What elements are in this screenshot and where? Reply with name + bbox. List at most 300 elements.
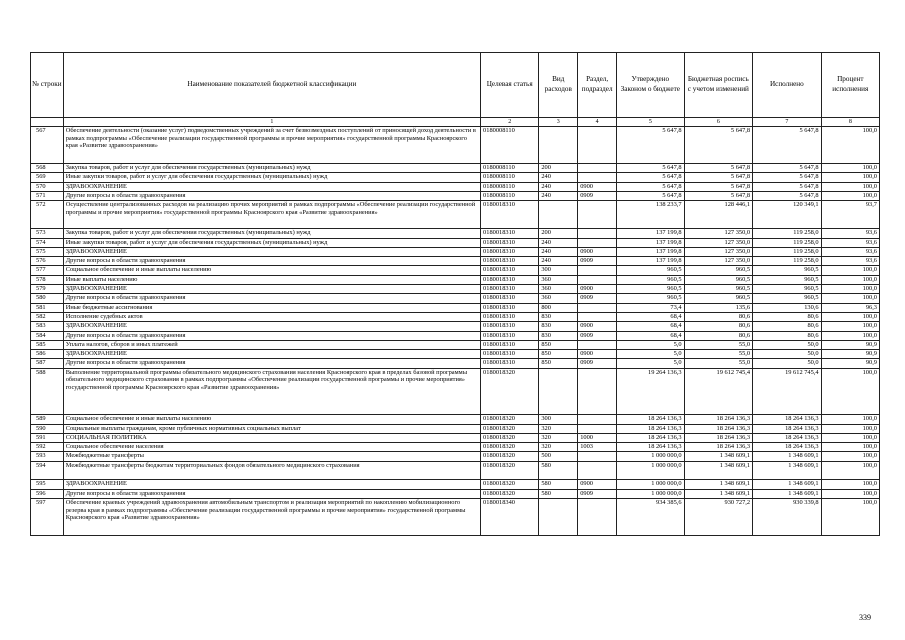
row-target-article: 0180018310: [481, 294, 539, 303]
row-target-article: 0180018310: [481, 229, 539, 238]
row-section: [578, 266, 617, 275]
row-budget: 55,0: [684, 340, 753, 349]
row-section: 0900: [578, 285, 617, 294]
table-row: [31, 127, 880, 164]
row-number: 596: [31, 489, 64, 498]
row-expense-type: 850: [539, 359, 578, 368]
row-percent: 100,0: [821, 294, 879, 303]
row-approved: 68,4: [617, 331, 685, 340]
row-budget: 19 612 745,4: [684, 368, 753, 415]
row-section: [578, 275, 617, 284]
table-row: [31, 192, 880, 201]
table-row: [31, 359, 880, 368]
row-section: [578, 424, 617, 433]
row-percent: 90,9: [821, 350, 879, 359]
row-approved: 960,5: [617, 275, 685, 284]
row-expense-type: 800: [539, 303, 578, 312]
row-executed: 50,0: [753, 359, 822, 368]
col-num: 3: [539, 118, 578, 127]
row-number: 593: [31, 452, 64, 461]
row-number: 571: [31, 192, 64, 201]
row-expense-type: 320: [539, 424, 578, 433]
row-number: 589: [31, 415, 64, 424]
row-section: [578, 461, 617, 480]
row-expense-type: 830: [539, 322, 578, 331]
row-percent: 100,0: [821, 322, 879, 331]
table-row: [31, 247, 880, 256]
row-number: 572: [31, 201, 64, 229]
row-executed: 50,0: [753, 350, 822, 359]
row-percent: 100,0: [821, 452, 879, 461]
row-executed: 5 647,8: [753, 173, 822, 182]
col-num: 2: [481, 118, 539, 127]
table-row: [31, 424, 880, 433]
row-section: 1003: [578, 443, 617, 452]
row-section: 0909: [578, 331, 617, 340]
col-header-percent: Процент исполнения: [821, 53, 879, 118]
row-name: Иные закупки товаров, работ и услуг для обеспечения государственных (муниципальных) нужд: [63, 173, 480, 182]
row-name: Обеспечение краевых учреждений здравоохранения автомобильным транспортом и реализация мероприятий по накоплению мобилизационного резерва края в рамках подпрограммы «Обеспечение реализации государственной программы и прочие мероприятия» государственной программы Красноярского края «Развитие здравоохранения»: [63, 498, 480, 535]
row-percent: 96,3: [821, 303, 879, 312]
table-row: [31, 275, 880, 284]
row-section: [578, 127, 617, 164]
col-header-row-no: № строки: [31, 53, 64, 118]
row-expense-type: 360: [539, 285, 578, 294]
row-executed: 5 647,8: [753, 192, 822, 201]
row-approved: 137 199,8: [617, 238, 685, 247]
row-expense-type: 200: [539, 164, 578, 173]
col-header-name: Наименование показателей бюджетной классификации: [63, 53, 480, 118]
row-target-article: 0180018320: [481, 415, 539, 424]
row-name: Исполнение судебных актов: [63, 312, 480, 321]
table-row: [31, 294, 880, 303]
row-expense-type: 300: [539, 415, 578, 424]
row-budget: 930 727,2: [684, 498, 753, 535]
row-section: 1000: [578, 433, 617, 442]
row-name: Иные бюджетные ассигнования: [63, 303, 480, 312]
row-approved: 1 000 000,0: [617, 480, 685, 489]
row-percent: 100,0: [821, 275, 879, 284]
row-name: СОЦИАЛЬНАЯ ПОЛИТИКА: [63, 433, 480, 442]
row-budget: 127 350,0: [684, 257, 753, 266]
row-approved: 137 199,8: [617, 229, 685, 238]
row-target-article: 0180008110: [481, 173, 539, 182]
row-section: 0900: [578, 350, 617, 359]
row-percent: 100,0: [821, 182, 879, 191]
col-header-exp-type: Вид расходов: [539, 53, 578, 118]
row-number: 595: [31, 480, 64, 489]
row-expense-type: 360: [539, 294, 578, 303]
column-number-row: [31, 118, 880, 127]
row-name: Социальные выплаты гражданам, кроме публичных нормативных социальных выплат: [63, 424, 480, 433]
row-executed: 50,0: [753, 340, 822, 349]
row-name: Другие вопросы в области здравоохранения: [63, 257, 480, 266]
row-section: 0909: [578, 192, 617, 201]
col-header-approved: Утверждено Законом о бюджете: [617, 53, 685, 118]
row-approved: 137 199,8: [617, 247, 685, 256]
row-name: Иные выплаты населению: [63, 275, 480, 284]
row-executed: 5 647,8: [753, 164, 822, 173]
table-row: [31, 350, 880, 359]
row-number: 567: [31, 127, 64, 164]
row-approved: 18 264 136,3: [617, 424, 685, 433]
table-row: [31, 368, 880, 415]
row-number: 575: [31, 247, 64, 256]
row-percent: 100,0: [821, 127, 879, 164]
row-section: 0900: [578, 322, 617, 331]
row-expense-type: 240: [539, 192, 578, 201]
row-name: Социальное обеспечение и иные выплаты населению: [63, 415, 480, 424]
row-name: ЗДРАВООХРАНЕНИЕ: [63, 322, 480, 331]
row-section: [578, 368, 617, 415]
row-approved: 5,0: [617, 340, 685, 349]
row-number: 578: [31, 275, 64, 284]
col-num: 7: [753, 118, 822, 127]
row-approved: 68,4: [617, 322, 685, 331]
row-budget: 960,5: [684, 294, 753, 303]
row-name: Другие вопросы в области здравоохранения: [63, 489, 480, 498]
row-name: Социальное обеспечение и иные выплаты населению: [63, 266, 480, 275]
row-expense-type: 240: [539, 257, 578, 266]
row-percent: 100,0: [821, 480, 879, 489]
row-target-article: 0180018320: [481, 480, 539, 489]
row-section: [578, 238, 617, 247]
row-number: 582: [31, 312, 64, 321]
row-budget: 80,6: [684, 312, 753, 321]
row-target-article: 0180018320: [481, 424, 539, 433]
table-body: [31, 127, 880, 536]
row-executed: 930 339,8: [753, 498, 822, 535]
row-section: [578, 164, 617, 173]
row-target-article: 0180018310: [481, 340, 539, 349]
row-percent: 100,0: [821, 266, 879, 275]
row-target-article: 0180018340: [481, 498, 539, 535]
row-budget: 960,5: [684, 275, 753, 284]
row-executed: 960,5: [753, 285, 822, 294]
table-row: [31, 331, 880, 340]
row-name: Межбюджетные трансферты: [63, 452, 480, 461]
row-executed: 1 348 609,1: [753, 480, 822, 489]
row-executed: 80,6: [753, 331, 822, 340]
row-section: 0909: [578, 359, 617, 368]
row-budget: 18 264 136,3: [684, 433, 753, 442]
row-expense-type: 240: [539, 182, 578, 191]
row-expense-type: 320: [539, 433, 578, 442]
row-number: 590: [31, 424, 64, 433]
row-percent: 90,9: [821, 340, 879, 349]
row-approved: 5,0: [617, 359, 685, 368]
row-approved: 1 000 000,0: [617, 489, 685, 498]
row-budget: 80,6: [684, 331, 753, 340]
row-expense-type: 240: [539, 238, 578, 247]
row-expense-type: 240: [539, 247, 578, 256]
row-approved: 1 000 000,0: [617, 452, 685, 461]
row-budget: 128 446,1: [684, 201, 753, 229]
row-section: 0900: [578, 247, 617, 256]
row-percent: 100,0: [821, 424, 879, 433]
row-number: 588: [31, 368, 64, 415]
table-row: [31, 415, 880, 424]
row-number: 585: [31, 340, 64, 349]
table-row: [31, 303, 880, 312]
row-percent: 100,0: [821, 285, 879, 294]
row-budget: 55,0: [684, 350, 753, 359]
row-number: 587: [31, 359, 64, 368]
table-row: [31, 480, 880, 489]
row-target-article: 0180018310: [481, 359, 539, 368]
row-target-article: 0180018310: [481, 238, 539, 247]
row-target-article: 0180018320: [481, 433, 539, 442]
row-expense-type: 850: [539, 350, 578, 359]
row-budget: 55,0: [684, 359, 753, 368]
row-expense-type: 580: [539, 489, 578, 498]
row-budget: 18 264 136,3: [684, 424, 753, 433]
table-row: [31, 229, 880, 238]
row-percent: 93,6: [821, 257, 879, 266]
row-name: Осуществление централизованных расходов на реализацию прочих мероприятий в рамках подпрограммы «Обеспечение реализации государственной программы и прочие мероприятия» государственной программы Красноярского края «Развитие здравоохранения»: [63, 201, 480, 229]
row-number: 597: [31, 498, 64, 535]
row-budget: 5 647,8: [684, 173, 753, 182]
row-percent: 100,0: [821, 443, 879, 452]
row-budget: 5 647,8: [684, 164, 753, 173]
row-section: [578, 201, 617, 229]
row-name: ЗДРАВООХРАНЕНИЕ: [63, 285, 480, 294]
row-executed: 120 349,1: [753, 201, 822, 229]
col-header-section: Раздел, подраздел: [578, 53, 617, 118]
row-budget: 127 350,0: [684, 229, 753, 238]
row-target-article: 0180018310: [481, 266, 539, 275]
table-row: [31, 257, 880, 266]
row-expense-type: [539, 368, 578, 415]
row-number: 569: [31, 173, 64, 182]
row-approved: 68,4: [617, 312, 685, 321]
row-approved: 73,4: [617, 303, 685, 312]
row-budget: 5 647,8: [684, 182, 753, 191]
row-number: 592: [31, 443, 64, 452]
row-budget: 5 647,8: [684, 192, 753, 201]
row-percent: 100,0: [821, 415, 879, 424]
table-row: [31, 498, 880, 535]
row-percent: 90,9: [821, 359, 879, 368]
row-name: Межбюджетные трансферты бюджетам территориальных фондов обязательного медицинского страхования: [63, 461, 480, 480]
row-target-article: 0180018320: [481, 452, 539, 461]
row-number: 594: [31, 461, 64, 480]
table-row: [31, 452, 880, 461]
row-budget: 1 348 609,1: [684, 461, 753, 480]
budget-table: [30, 52, 880, 536]
row-executed: 119 258,0: [753, 257, 822, 266]
row-approved: 137 199,8: [617, 257, 685, 266]
row-executed: 5 647,8: [753, 127, 822, 164]
row-number: 591: [31, 433, 64, 442]
row-approved: 19 264 136,3: [617, 368, 685, 415]
row-target-article: 0180008110: [481, 192, 539, 201]
row-percent: 100,0: [821, 192, 879, 201]
row-number: 570: [31, 182, 64, 191]
row-target-article: 0180008110: [481, 182, 539, 191]
table-row: [31, 238, 880, 247]
row-executed: 960,5: [753, 266, 822, 275]
table-row: [31, 182, 880, 191]
row-section: 0909: [578, 294, 617, 303]
row-name: Обеспечение деятельности (оказание услуг) подведомственных учреждений за счет безвозмездных поступлений от приносящей доход деятельности в рамках подпрограммы «Обеспечение реализации государственной программы и прочие мероприятия» государственной программы Красноярского края «Развитие здравоохранения»: [63, 127, 480, 164]
row-executed: 80,6: [753, 322, 822, 331]
row-executed: 5 647,8: [753, 182, 822, 191]
header-row: [31, 53, 880, 118]
row-expense-type: [539, 201, 578, 229]
row-target-article: 0180018320: [481, 461, 539, 480]
row-executed: 18 264 136,3: [753, 433, 822, 442]
row-approved: 1 000 000,0: [617, 461, 685, 480]
row-name: Уплата налогов, сборов и иных платежей: [63, 340, 480, 349]
row-name: Другие вопросы в области здравоохранения: [63, 294, 480, 303]
row-section: [578, 229, 617, 238]
row-number: 584: [31, 331, 64, 340]
row-name: ЗДРАВООХРАНЕНИЕ: [63, 350, 480, 359]
row-target-article: 0180018320: [481, 443, 539, 452]
row-approved: 934 385,6: [617, 498, 685, 535]
row-percent: 100,0: [821, 461, 879, 480]
row-number: 583: [31, 322, 64, 331]
row-number: 586: [31, 350, 64, 359]
row-approved: 5,0: [617, 350, 685, 359]
row-approved: 960,5: [617, 266, 685, 275]
table-row: [31, 285, 880, 294]
row-executed: 130,6: [753, 303, 822, 312]
row-percent: 100,0: [821, 433, 879, 442]
row-number: 576: [31, 257, 64, 266]
row-approved: 18 264 136,3: [617, 443, 685, 452]
row-expense-type: 580: [539, 461, 578, 480]
row-percent: 100,0: [821, 331, 879, 340]
row-target-article: 0180018320: [481, 368, 539, 415]
row-target-article: 0180018310: [481, 257, 539, 266]
row-executed: 18 264 136,3: [753, 415, 822, 424]
row-percent: 100,0: [821, 164, 879, 173]
row-name: Социальное обеспечение населения: [63, 443, 480, 452]
row-name: Иные закупки товаров, работ и услуг для обеспечения государственных (муниципальных) нужд: [63, 238, 480, 247]
row-approved: 138 233,7: [617, 201, 685, 229]
row-percent: 93,7: [821, 201, 879, 229]
row-name: Другие вопросы в области здравоохранения: [63, 359, 480, 368]
table-row: [31, 443, 880, 452]
row-number: 580: [31, 294, 64, 303]
row-target-article: 0180018310: [481, 285, 539, 294]
row-target-article: 0180018310: [481, 331, 539, 340]
row-approved: 5 647,8: [617, 173, 685, 182]
row-section: [578, 452, 617, 461]
row-number: 579: [31, 285, 64, 294]
col-num: [31, 118, 64, 127]
row-budget: 127 350,0: [684, 247, 753, 256]
col-header-budget: Бюджетная роспись с учетом изменений: [684, 53, 753, 118]
row-budget: 18 264 136,3: [684, 443, 753, 452]
row-approved: 18 264 136,3: [617, 433, 685, 442]
row-approved: 5 647,8: [617, 164, 685, 173]
row-name: Выполнение территориальной программы обязательного медицинского страхования населения Красноярского края в пределах базовой программы обязательного медицинского страхования в рамках подпрограммы «Обеспечение реализации государственной программы и прочие мероприятия» государственной программы Красноярского края «Развитие здравоохранения»: [63, 368, 480, 415]
row-name: ЗДРАВООХРАНЕНИЕ: [63, 247, 480, 256]
row-section: 0909: [578, 489, 617, 498]
col-header-executed: Исполнено: [753, 53, 822, 118]
row-budget: 127 350,0: [684, 238, 753, 247]
table-row: [31, 340, 880, 349]
row-percent: 93,6: [821, 247, 879, 256]
row-executed: 119 258,0: [753, 247, 822, 256]
row-approved: 5 647,8: [617, 127, 685, 164]
row-number: 574: [31, 238, 64, 247]
row-section: [578, 312, 617, 321]
row-percent: 100,0: [821, 368, 879, 415]
row-target-article: 0180018310: [481, 322, 539, 331]
row-budget: 1 348 609,1: [684, 489, 753, 498]
row-name: ЗДРАВООХРАНЕНИЕ: [63, 182, 480, 191]
row-section: 0900: [578, 182, 617, 191]
row-budget: 5 647,8: [684, 127, 753, 164]
col-num: 4: [578, 118, 617, 127]
row-budget: 80,6: [684, 322, 753, 331]
row-expense-type: 200: [539, 229, 578, 238]
col-num: 5: [617, 118, 685, 127]
row-target-article: 0180018310: [481, 275, 539, 284]
row-number: 568: [31, 164, 64, 173]
row-budget: 960,5: [684, 285, 753, 294]
row-percent: 100,0: [821, 498, 879, 535]
table-row: [31, 489, 880, 498]
row-expense-type: [539, 127, 578, 164]
row-executed: 119 258,0: [753, 238, 822, 247]
table-row: [31, 266, 880, 275]
row-section: 0900: [578, 480, 617, 489]
row-approved: 18 264 136,3: [617, 415, 685, 424]
row-expense-type: [539, 498, 578, 535]
row-expense-type: 300: [539, 266, 578, 275]
row-expense-type: 830: [539, 331, 578, 340]
col-num: 1: [63, 118, 480, 127]
row-section: 0909: [578, 257, 617, 266]
row-expense-type: 580: [539, 480, 578, 489]
row-approved: 5 647,8: [617, 182, 685, 191]
row-expense-type: 320: [539, 443, 578, 452]
row-number: 581: [31, 303, 64, 312]
row-target-article: 0180018310: [481, 350, 539, 359]
row-section: [578, 415, 617, 424]
row-expense-type: 830: [539, 312, 578, 321]
row-executed: 80,6: [753, 312, 822, 321]
row-executed: 18 264 136,3: [753, 424, 822, 433]
page-number: 339: [859, 613, 871, 622]
row-budget: 1 348 609,1: [684, 480, 753, 489]
row-executed: 19 612 745,4: [753, 368, 822, 415]
table-row: [31, 433, 880, 442]
row-target-article: 0180018310: [481, 312, 539, 321]
row-expense-type: 360: [539, 275, 578, 284]
table-row: [31, 173, 880, 182]
row-executed: 960,5: [753, 294, 822, 303]
row-name: Закупка товаров, работ и услуг для обеспечения государственных (муниципальных) нужд: [63, 229, 480, 238]
col-num: 8: [821, 118, 879, 127]
row-section: [578, 340, 617, 349]
row-target-article: 0180018310: [481, 201, 539, 229]
row-target-article: 0180018320: [481, 489, 539, 498]
row-section: [578, 498, 617, 535]
row-expense-type: 850: [539, 340, 578, 349]
row-target-article: 0180008110: [481, 164, 539, 173]
table-row: [31, 312, 880, 321]
row-name: ЗДРАВООХРАНЕНИЕ: [63, 480, 480, 489]
row-executed: 18 264 136,3: [753, 443, 822, 452]
row-section: [578, 173, 617, 182]
row-name: Закупка товаров, работ и услуг для обеспечения государственных (муниципальных) нужд: [63, 164, 480, 173]
